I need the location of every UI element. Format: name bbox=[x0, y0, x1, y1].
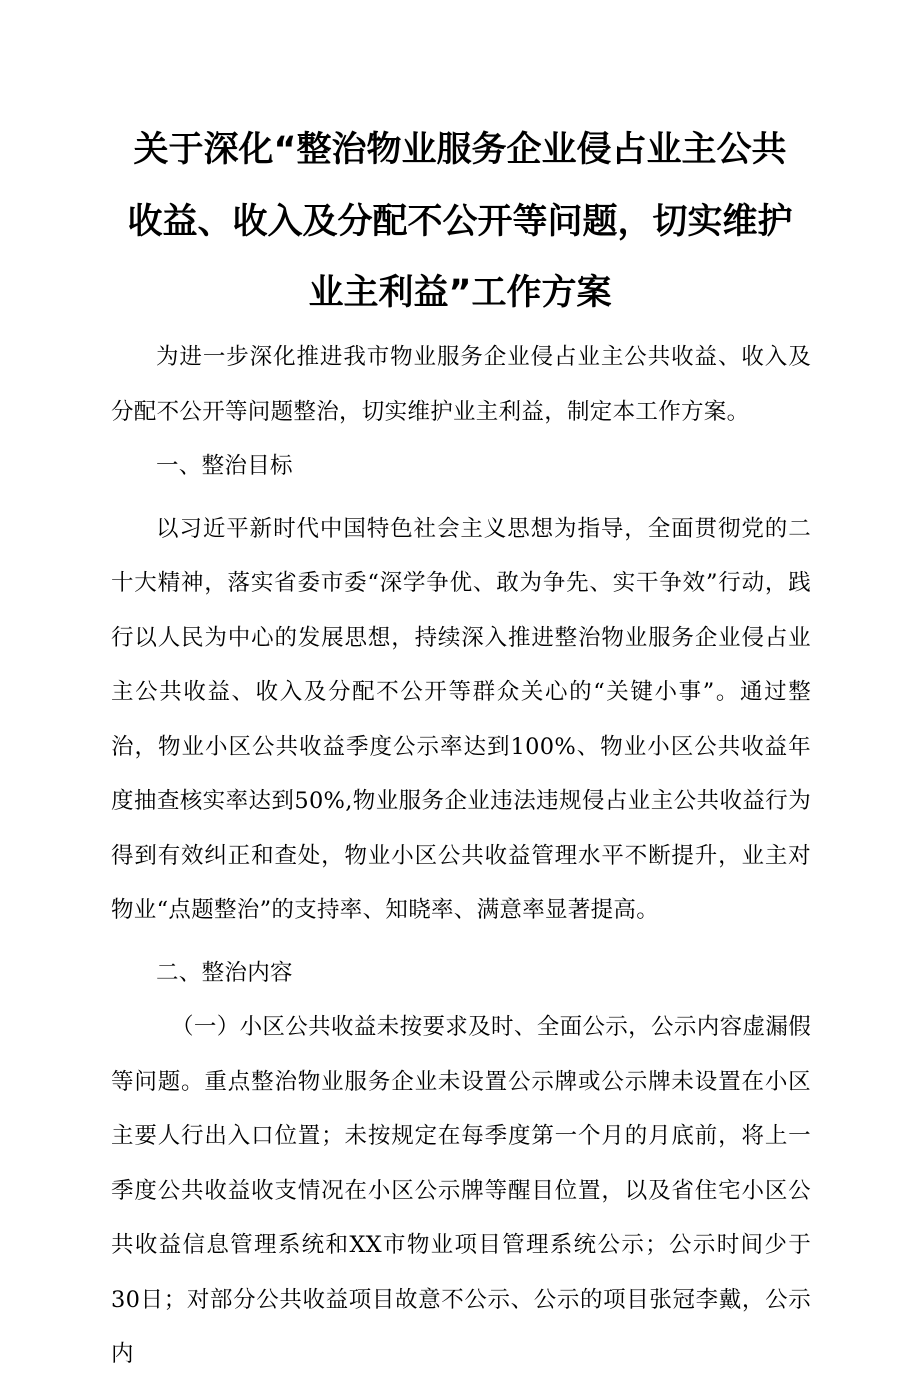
paragraph-spacer bbox=[111, 938, 811, 946]
section-2-heading: 二、整治内容 bbox=[156, 959, 293, 986]
section-1-body: 以习近平新时代中国特色社会主义思想为指导，全面贯彻党的二十大精神，落实省委市委“深学争优、敢为争先、实干争效”行动，践行以人民为中心的发展思想，持续深入推进整治物业服务企业侵占业主公共收益、收入及分配不公开等群众关心的“关键小事”。通过整治，物业小区公共收益季度公示率达到100%、物业小区公共收益年度抽查核实率达到50%,物业服务企业违法违规侵占业主公共收益行为得到有效纠正和查处，物业小区公共收益管理水平不断提升，业主对物业“点题整治”的支持率、知晓率、满意率显著提高。 bbox=[111, 515, 811, 923]
document-title-line-1: 关于深化“整治物业服务企业侵占业主公共 bbox=[133, 130, 787, 170]
document-title-line-2: 收益、收入及分配不公开等问题，切实维护 bbox=[127, 202, 793, 242]
document-title-line-3: 业主利益”工作方案 bbox=[308, 273, 612, 313]
section-1-heading: 一、整治目标 bbox=[156, 453, 293, 479]
section-2-item-1: （一）小区公共收益未按要求及时、全面公示，公示内容虚漏假等问题。重点整治物业服务企业未设置公示牌或公示牌未设置在小区主要人行出入口位置；未按规定在每季度第一个月的月底前，将上一季度公共收益收支情况在小区公示牌等醒目位置，以及省住宅小区公共收益信息管理系统和XX市物业项目管理系统公示；公示时间少于30日；对部分公共收益项目故意不公示、公示的项目张冠李戴，公示内 bbox=[111, 1014, 811, 1367]
intro-paragraph: 为进一步深化推进我市物业服务企业侵占业主公共收益、收入及分配不公开等问题整治，切实维护业主利益，制定本工作方案。 bbox=[111, 344, 811, 425]
document-body bbox=[111, 330, 811, 1382]
paragraph-spacer bbox=[111, 494, 811, 502]
